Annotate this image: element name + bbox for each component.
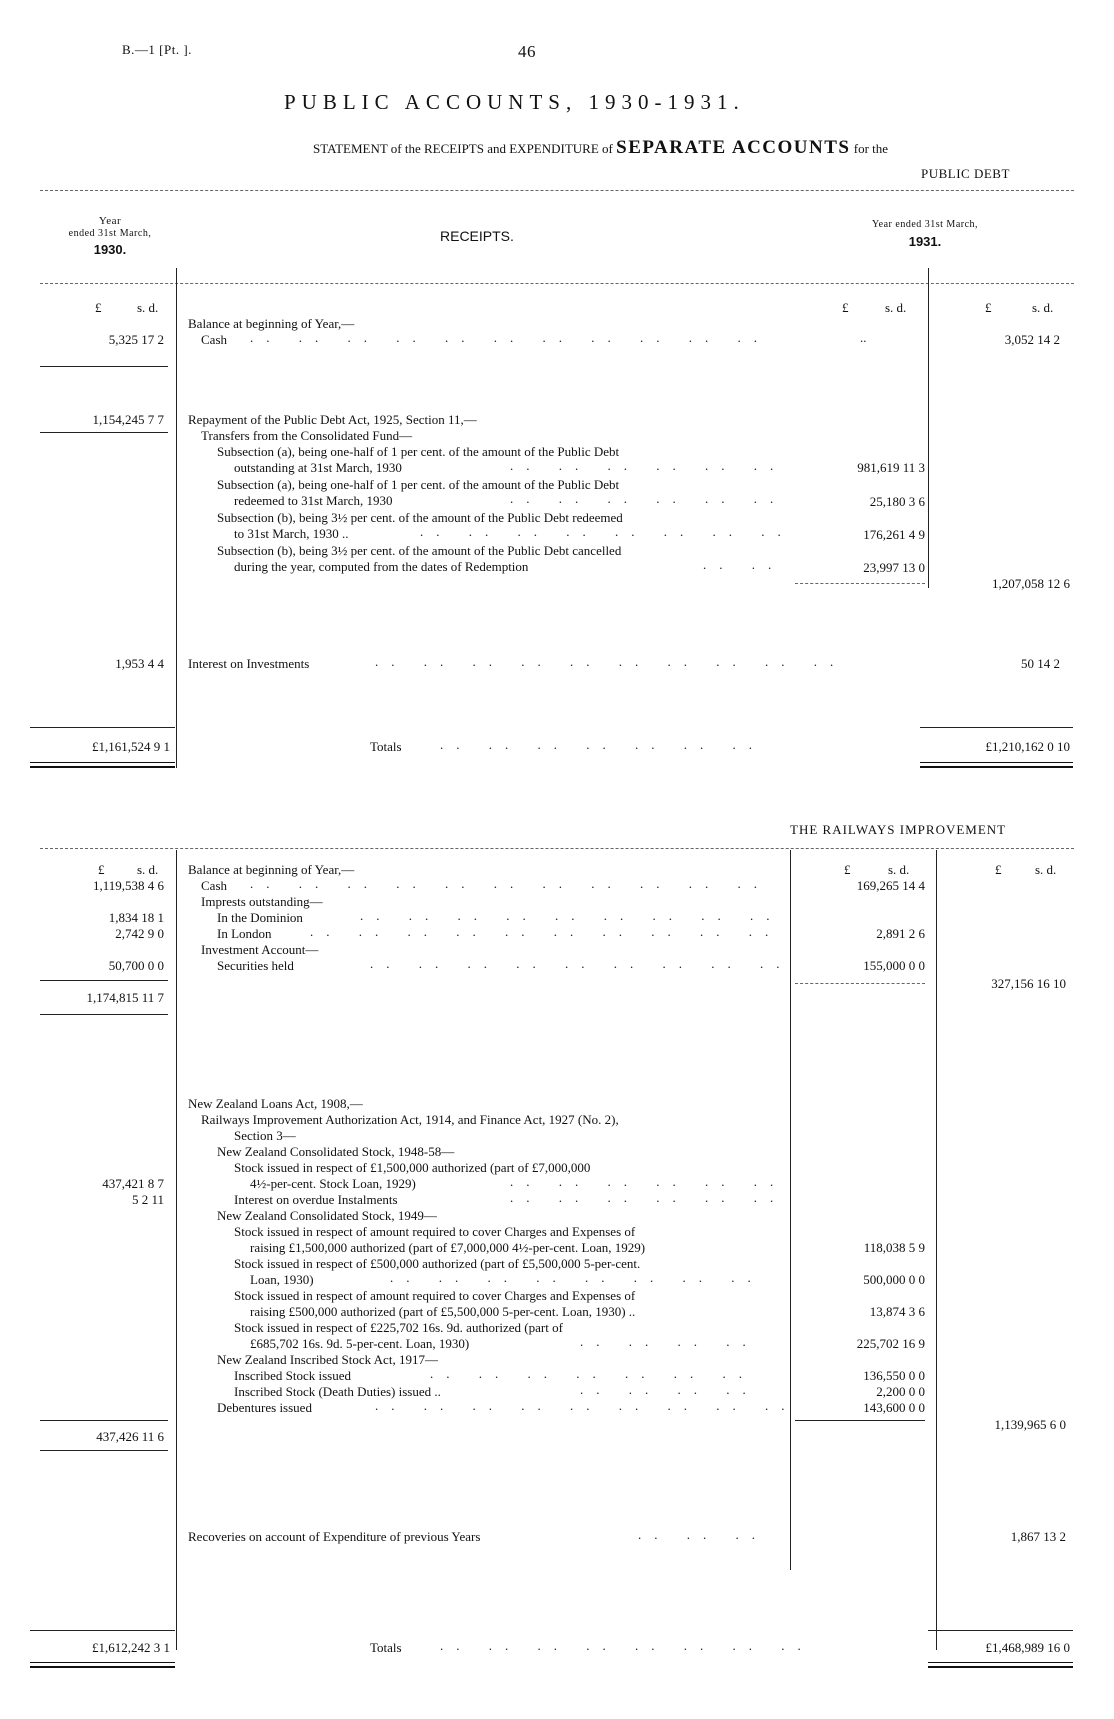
subtitle-line2: PUBLIC DEBT [921,166,1010,181]
s2-sd-head-1931: s. d. [1035,862,1057,877]
s1-repay-label: Repayment of the Public Debt Act, 1925, Section 11,— [188,412,477,427]
s2-totals-1931: £1,468,989 16 0 [985,1640,1070,1655]
s2-stock4858: New Zealand Consolidated Stock, 1948-58— [217,1144,455,1159]
s1-interest-1930: 1,953 4 4 [115,656,164,671]
sd-head-mid: s. d. [885,300,907,315]
s1-totals-label: Totals [370,739,402,754]
receipts-heading: RECEIPTS. [440,228,514,244]
s2-london-1931: 2,891 2 6 [876,926,925,941]
s1-sub-a1-amt: 981,619 11 3 [857,460,925,475]
subtitle-bold: SEPARATE ACCOUNTS [616,137,851,158]
s1-cash-1931: 3,052 14 2 [1004,332,1060,347]
s2-pound-head-1931: £ [995,862,1002,877]
subtitle-post: for the [853,141,889,156]
s2-securities-1931: 155,000 0 0 [863,958,925,973]
pound-head-mid: £ [842,300,849,315]
s2-dominion-1930: 1,834 18 1 [108,910,164,925]
year-left-2: ended 31st March, [68,228,152,239]
s1-transfers-label: Transfers from the Consolidated Fund— [201,428,413,443]
s2-sd-head-mid: s. d. [888,862,910,877]
s2-inscribed-amt: 136,550 0 0 [863,1368,925,1383]
s2-s1-1930: 437,421 8 7 [102,1176,164,1191]
s2-s4-amt: 13,874 3 6 [869,1304,925,1319]
s1-sub-a2-amt: 25,180 3 6 [869,494,925,509]
statement-subtitle [313,137,888,159]
s2-nz-loans: New Zealand Loans Act, 1908,— [188,1096,363,1111]
s2-debentures-label: Debentures issued [217,1400,312,1415]
year-right-1: Year ended 31st March, [871,219,979,230]
s1-totals-1931: £1,210,162 0 10 [985,739,1070,754]
s1-sub-b1-amt: 176,261 4 9 [863,527,925,542]
s2-cash-1931: 169,265 14 4 [856,878,925,893]
year-left-3: 1930. [93,242,127,257]
s2-overdue-1930: 5 2 11 [131,1192,164,1207]
s2-inscribed-act: New Zealand Inscribed Stock Act, 1917— [217,1352,438,1367]
sd-head-1931: s. d. [1032,300,1054,315]
s2-totals-1930: £1,612,242 3 1 [92,1640,170,1655]
s2-death-amt: 2,200 0 0 [876,1384,925,1399]
s2-balance-label: Balance at beginning of Year,— [188,862,355,877]
pound-head-1930: £ [95,300,102,315]
s2-heading: THE RAILWAYS IMPROVEMENT [790,822,1007,837]
s1-repay-1930: 1,154,245 7 7 [92,412,164,427]
page-number: 46 [518,42,536,61]
s2-balance-1931: 327,156 16 10 [991,976,1066,991]
year-left-1: Year [98,215,122,227]
s2-securities-label: Securities held [217,958,294,973]
s2-loans-1930: 437,426 11 6 [96,1429,164,1444]
s2-death-label: Inscribed Stock (Death Duties) issued .. [234,1384,441,1399]
s1-cash-label: Cash [201,332,227,347]
s2-invest-label: Investment Account— [201,942,319,957]
s1-interest-label: Interest on Investments [188,656,310,671]
s2-s3-amt: 500,000 0 0 [863,1272,925,1287]
s1-sub-b2-amt: 23,997 13 0 [863,560,925,575]
s2-recoveries-label: Recoveries on account of Expenditure of previous Years [188,1529,481,1544]
s2-securities-1930: 50,700 0 0 [108,958,164,973]
s2-imprests-label: Imprests outstanding— [201,894,323,909]
s2-cash-1930: 1,119,538 4 6 [92,878,164,893]
s2-london-1930: 2,742 9 0 [115,926,164,941]
s2-s5-amt: 225,702 16 9 [856,1336,925,1351]
s2-inscribed-label: Inscribed Stock issued [234,1368,351,1383]
s2-sd-head-1930: s. d. [137,862,159,877]
s2-loans-1931: 1,139,965 6 0 [994,1417,1066,1432]
s1-cash-1930: 5,325 17 2 [108,332,164,347]
s1-interest-1931: 50 14 2 [1021,656,1060,671]
sd-head-1930: s. d. [137,300,159,315]
s2-overdue-label: Interest on overdue Instalments [234,1192,398,1207]
subtitle-pre: STATEMENT of the RECEIPTS and EXPENDITURE of [313,141,613,156]
s2-balance-1930: 1,174,815 11 7 [86,990,164,1005]
s2-debentures-amt: 143,600 0 0 [863,1400,925,1415]
s1-totals-1930: £1,161,524 9 1 [92,739,170,754]
s2-pound-head-mid: £ [844,862,851,877]
s1-balance-label: Balance at beginning of Year,— [188,316,355,331]
s2-recoveries-1931: 1,867 13 2 [1010,1529,1066,1544]
page-reference: B.—1 [Pt. ]. [122,42,192,57]
s2-totals-label: Totals [370,1640,402,1655]
s2-london-label: In London [217,926,272,941]
s2-s2-amt: 118,038 5 9 [863,1240,925,1255]
s2-dominion-label: In the Dominion [217,910,303,925]
year-right-2: 1931. [908,234,942,249]
pound-head-1931: £ [985,300,992,315]
s2-cash-label: Cash [201,878,227,893]
s1-repay-total: 1,207,058 12 6 [992,576,1070,591]
page-title: PUBLIC ACCOUNTS, 1930-1931. [284,90,745,114]
s2-pound-head-1930: £ [98,862,105,877]
s2-stock49: New Zealand Consolidated Stock, 1949— [217,1208,437,1223]
